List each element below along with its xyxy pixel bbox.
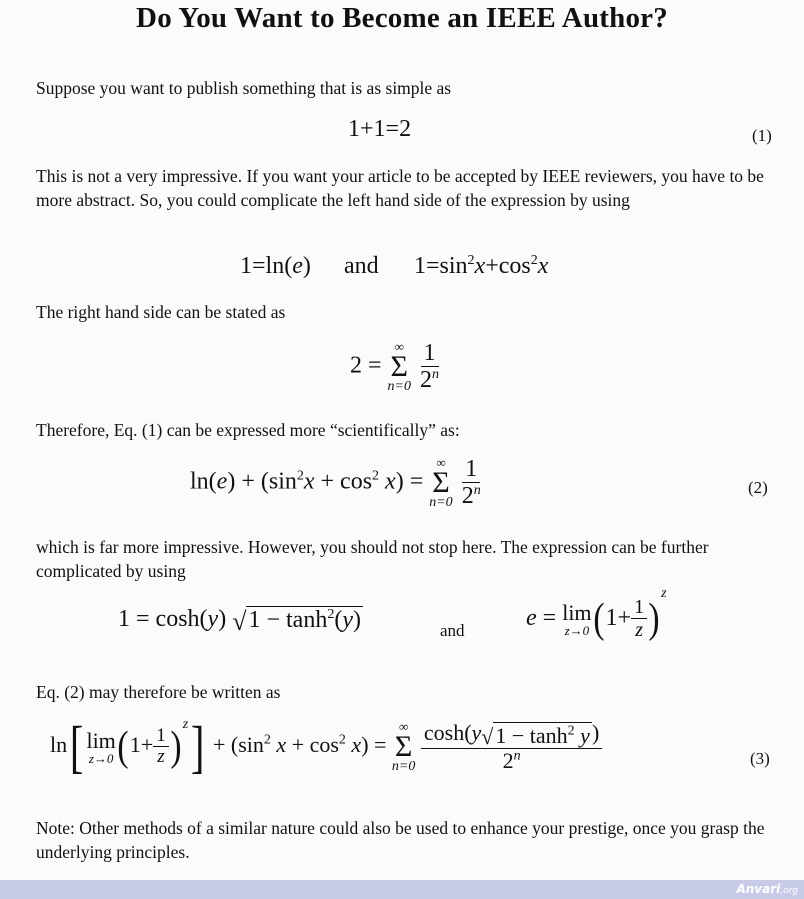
equation-sum xyxy=(350,340,442,394)
summation-symbol-3: ∞ Σ n=0 xyxy=(391,719,416,774)
equation-cosh: 1 = cosh(y) √ $1 - \tanh^2(y)$ xyxy=(118,606,361,636)
paragraph-rhs: The right hand side can be stated as xyxy=(36,302,286,322)
paragraph-intro: Suppose you want to publish something that is as simple as xyxy=(36,78,452,98)
equation-3: ln[ lim z→0 (1+ $\frac{1}{z}$ )$^z] + (\sin^2$ $x + \cos^2 x$) = ∞ Σ n=0 cosh(y √ $1 - \tanh^2 y$ ) 2$^n$ xyxy=(50,718,602,776)
paragraph-further: which is far more impressive. However, you should not stop here. The expression can be further complicated by using xyxy=(36,537,709,581)
limit-operator: lim z→0 xyxy=(562,600,592,639)
paragraph-abstract: This is not a very impressive. If you want your article to be accepted by IEEE reviewers, you have to be more abstract. So, you could complicate the left hand side of the expression by using xyxy=(36,166,764,210)
document-title: Do You Want to Become an IEEE Author? xyxy=(136,2,668,34)
fraction-3: cosh(y √ $1 - \tanh^2 y$ ) 2$^n$ xyxy=(421,721,602,773)
footer-bar xyxy=(0,880,804,899)
and-word-1: and xyxy=(344,253,379,279)
summation-symbol: ∞ Σ n=0 xyxy=(387,339,411,394)
equation-trig: $1=\sin^2x+\cos^2x$ xyxy=(414,253,549,279)
fraction-2: $\frac{1}{2^n}$ xyxy=(461,455,481,509)
fraction-one-over-two-n: $\frac{1}{2^n}$ xyxy=(420,339,439,393)
paragraph-therefore: Therefore, Eq. (1) can be expressed more “scientifically” as: xyxy=(36,420,460,440)
note-paragraph: Note: Other methods of a similar nature could also be used to enhance your prestige, once you grasp the underlying principles. xyxy=(36,818,765,862)
and-word-2: and xyxy=(440,621,465,640)
equation-2: $\ln(e) + (\sin^2x + \cos^2 x)$ = ∞ Σ n=0 $\frac{1}{2^n}$ xyxy=(190,456,484,510)
sqrt-tanh: √ $1 - \tanh^2(y)$ xyxy=(232,606,361,636)
equation-1: 1+1=2 xyxy=(348,116,412,142)
paragraph-eq2: Eq. (2) may therefore be written as xyxy=(36,682,281,702)
summation-symbol-2: ∞ Σ n=0 xyxy=(429,455,453,510)
equation-e-limit: e = lim z→0 (1+ $\frac{1}{z}$ )$^z$ xyxy=(526,586,667,643)
equation-1-number: (1) xyxy=(752,126,772,145)
equation-2-number: (2) xyxy=(748,478,768,497)
equation-ln-e: 1=ln(e) xyxy=(240,253,311,279)
sum-lhs: 2 = xyxy=(350,352,382,379)
site-watermark: Anvari.org xyxy=(736,882,798,896)
equation-3-number: (3) xyxy=(750,749,770,768)
